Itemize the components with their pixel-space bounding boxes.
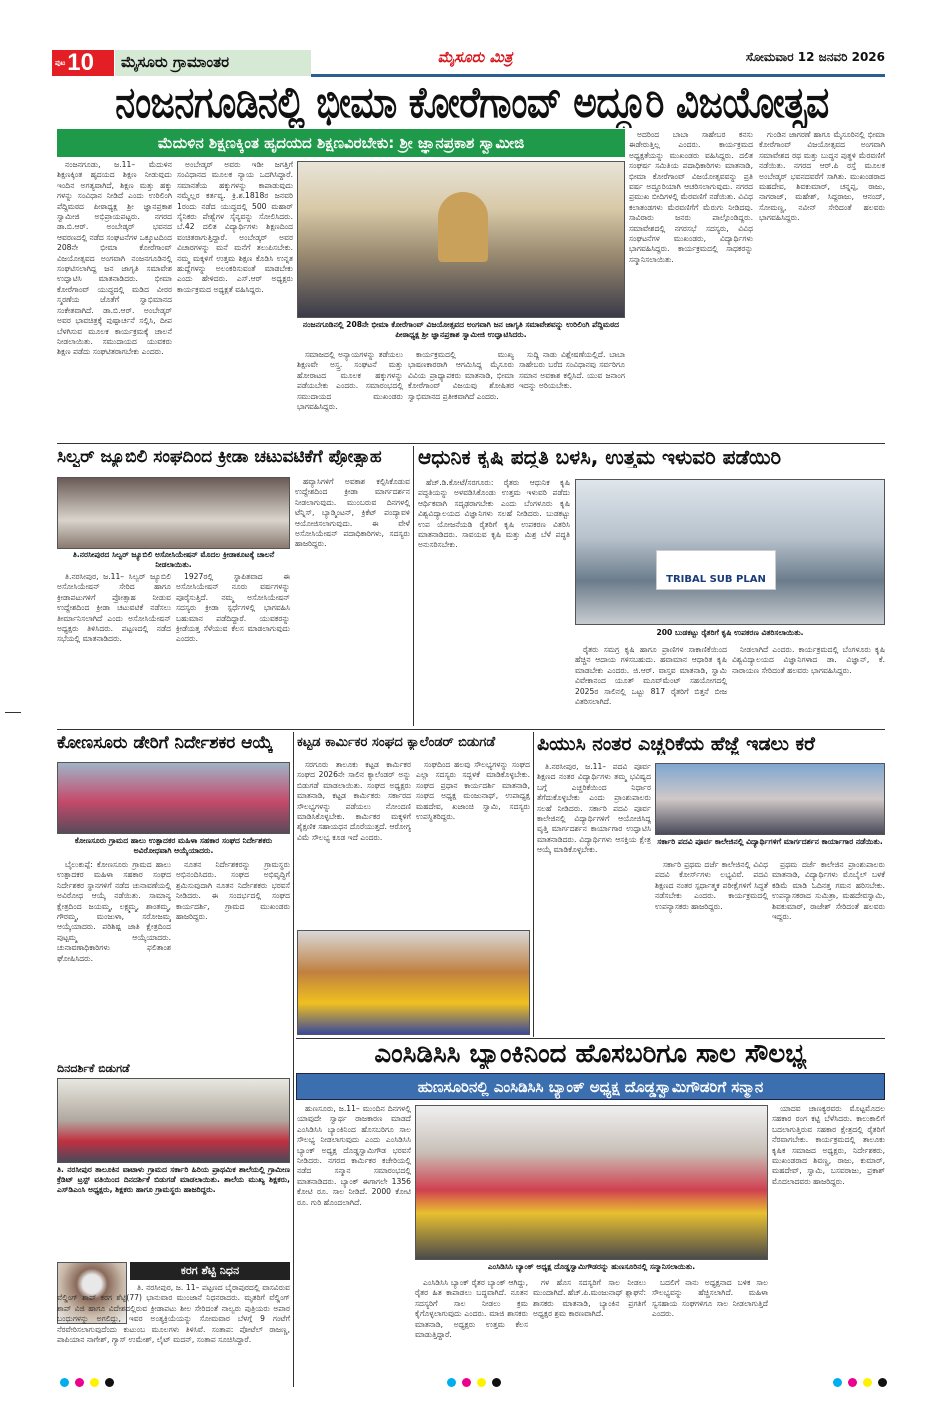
obituary-headline: ಕರಗ ಶೆಟ್ಟಿ ನಿಧನ xyxy=(130,1262,290,1280)
puc-caption: ಸರ್ಕಾರಿ ಪದವಿ ಪೂರ್ವ ಕಾಲೇಜಿನಲ್ಲಿ ವಿದ್ಯಾರ್ಥಿಗಳಿಗೆ ಮಾರ್ಗದರ್ಶನ ಕಾರ್ಯಾಗಾರ ನಡೆಯಿತು. xyxy=(657,837,883,846)
agri-headline: ಆಧುನಿಕ ಕೃಷಿ ಪದ್ಧತಿ ಬಳಸಿ, ಉತ್ತಮ ಇಳುವರಿ ಪಡೆಯಿರಿ xyxy=(418,446,782,468)
bank-col-5: ಯಾದವ ಚಾಣಕ್ಯರವರು ಮೊಟ್ಟಮೊದಲ ಸಹಕಾರ ರಂಗ ಕಟ್ಟಿ ಬೆಳೆಸಿದರು. ಕಾಲುಕಾಲಿಗೆ ಬದಲಾಗುತ್ತಿರುವ ಸಹಕಾರ ಕ್ಷೇತ್ರದಲ್ಲಿ ರೈತರಿಗೆ ನೆರವಾಗಬೇಕು. ಕಾರ್ಯಕ್ರಮದಲ್ಲಿ ತಾಲೂಕು ಕೃಷಿಕ ಸಮಾಜದ ಅಧ್ಯಕ್ಷರು, ನಿರ್ದೇಶಕರು, ಮುಖಂಡರಾದ ಶಿವಣ್ಣ, ರಾಜು, ಕುಮಾರ್, ಮಹದೇವ್, ಸ್ವಾಮಿ, ಬಸವರಾಜು, ಪ್ರಕಾಶ್ ಮೊದಲಾದವರು ಹಾಜರಿದ್ದರು. xyxy=(772,1104,885,1186)
puc-headline: ಪಿಯುಸಿ ನಂತರ ಎಚ್ಚರಿಕೆಯ ಹೆಜ್ಜೆ ಇಡಲು ಕರೆ xyxy=(537,734,815,755)
silver-photo xyxy=(57,477,290,549)
page-label: ಪುಟ xyxy=(55,58,66,67)
lead-caption: ನಂಜನಗೂಡಿನಲ್ಲಿ 208ನೇ ಭೀಮಾ ಕೋರೆಗಾಂವ್ ವಿಜಯೋತ್ಸವದ ಅಂಗವಾಗಿ ಜನ ಜಾಗೃತಿ ಸಮಾವೇಶವನ್ನು ಉರಿಲಿಂಗಿ ಪೆದ್ದಿಮಠದ ಪೀಠಾಧ್ಯಕ್ಷ ಶ್ರೀ ಜ್ಞಾನಪ್ರಕಾಶ ಸ್ವಾಮೀಜಿ ಉದ್ಘಾಟಿಸಿದರು. xyxy=(302,320,620,339)
silver-col-3: ಹವ್ಯಾಸಿಗಳಿಗೆ ಅವಕಾಶ ಕಲ್ಪಿಸಿಕೊಡುವ ಉದ್ದೇಶದಿಂದ ಕ್ರೀಡಾ ಮಾರ್ಗದರ್ಶನ ನೀಡಲಾಗುವುದು. ಮುಂಬರುವ ದಿನಗಳಲ್ಲಿ ಟೆನ್ನಿಸ್, ಬ್ಯಾಡ್ಮಿಂಟನ್, ಕ್ರಿಕೆಟ್ ಪಂದ್ಯಾವಳಿ ಆಯೋಜಿಸಲಾಗುವುದು. ಈ ವೇಳೆ ಅಸೋಸಿಯೇಷನ್ ಪದಾಧಿಕಾರಿಗಳು, ಸದಸ್ಯರು ಹಾಜರಿದ್ದರು. xyxy=(295,477,410,549)
lead-col-5: ಸುದ್ದಿ ನಾಡು ವಿಶ್ಲೇಷಣೆಯಲ್ಲಿದೆ. ಬಾಬಾ ಸಾಹೇಬರು ಬರೆದ ಸಂವಿಧಾನವು ಸರ್ವರಿಗೂ ಸಮಾನ ಅವಕಾಶ ಕಲ್ಪಿಸಿದೆ. ಯುವ ಜನಾಂಗ ಇದನ್ನು ಅರಿಯಬೇಕು. xyxy=(519,350,625,391)
page-number-badge xyxy=(52,50,114,76)
calendar-release-headline: ದಿನದರ್ಶಿಕೆ ಬಿಡುಗಡೆ xyxy=(57,1063,130,1075)
dairy-caption: ಕೋಣಸೂರು ಗ್ರಾಮದ ಹಾಲು ಉತ್ಪಾದಕರ ಮಹಿಳಾ ಸಹಕಾರ ಸಂಘದ ನಿರ್ದೇಶಕರು ಅವಿರೋಧವಾಗಿ ಆಯ್ಕೆಯಾದರು. xyxy=(74,836,273,855)
puc-col-2: ಸರ್ಕಾರಿ ಪ್ರಥಮ ದರ್ಜೆ ಕಾಲೇಜಿನಲ್ಲಿ ವಿವಿಧ ಪದವಿ ಕೋರ್ಸ್‌ಗಳು ಲಭ್ಯವಿವೆ. ಪದವಿ ಶಿಕ್ಷಣದ ನಂತರ ಸ್ಪರ್ಧಾತ್ಮಕ ಪರೀಕ್ಷೆಗಳಿಗೆ ಸಿದ್ಧತೆ ನಡೆಸಬೇಕು ಎಂದರು. ಕಾರ್ಯಕ್ರಮದಲ್ಲಿ ಉಪನ್ಯಾಸಕರು ಹಾಜರಿದ್ದರು. xyxy=(655,860,768,911)
bank-subhead: ಹುಣಸೂರಿನಲ್ಲಿ ಎಂಸಿಡಿಸಿಸಿ ಬ್ಯಾಂಕ್ ಅಧ್ಯಕ್ಷ ದೊಡ್ಡಸ್ವಾಮಿಗೌಡರಿಗೆ ಸನ್ಮಾನ xyxy=(296,1073,885,1100)
lead-col-4: ಕಾರ್ಯಕ್ರಮದಲ್ಲಿ ಮುಖ್ಯ ಭಾಷಣಕಾರರಾಗಿ ಆಗಮಿಸಿದ್ದ ಮೈಸೂರು ವಿವಿಯ ಪ್ರಾಧ್ಯಾಪಕರು ಮಾತನಾಡಿ, ಭೀಮಾ ಕೋರೆಗಾಂವ್ ವಿಜಯವು ಶೋಷಿತರ ಸ್ವಾಭಿಮಾನದ ಪ್ರತೀಕವಾಗಿದೆ ಎಂದರು. xyxy=(408,350,514,401)
dairy-col-1: ಬೈಲುಕುಪ್ಪೆ: ಕೋಣಸೂರು ಗ್ರಾಮದ ಹಾಲು ಉತ್ಪಾದಕರ ಮಹಿಳಾ ಸಹಕಾರ ಸಂಘದ ನಿರ್ದೇಶಕರ ಸ್ಥಾನಗಳಿಗೆ ನಡೆದ ಚುನಾವಣೆಯಲ್ಲಿ ಅವಿರೋಧ ಆಯ್ಕೆ ನಡೆಯಿತು. ಸಾಮಾನ್ಯ ಕ್ಷೇತ್ರದಿಂದ ಜಯಮ್ಮ, ಲಕ್ಷ್ಮಮ್ಮ, ಶಾಂತಮ್ಮ, ಗೌರಮ್ಮ, ಮಂಜುಳಾ, ಸರೋಜಮ್ಮ ಆಯ್ಕೆಯಾದರು. ಪರಿಶಿಷ್ಟ ಜಾತಿ ಕ್ಷೇತ್ರದಿಂದ ಪುಟ್ಟಮ್ಮ ಆಯ್ಕೆಯಾದರು. ಚುನಾವಣಾಧಿಕಾರಿಗಳು ಫಲಿತಾಂಶ ಘೋಷಿಸಿದರು. xyxy=(57,860,171,963)
agri-caption: 200 ಬುಡಕಟ್ಟು ರೈತರಿಗೆ ಕೃಷಿ ಉಪಕರಣ ವಿತರಿಸಲಾಯಿತು. xyxy=(656,628,804,637)
statue-shape xyxy=(438,192,488,262)
bank-col-4: ಬದಲಿಗೆ ನಾನು ಅಧ್ಯಕ್ಷನಾದ ಬಳಿಕ ಸಾಲ ಸೌಲಭ್ಯವನ್ನು ಹೆಚ್ಚಿಸಲಾಗಿದೆ. ಮಹಿಳಾ ಸ್ವಸಹಾಯ ಸಂಘಗಳಿಗೂ ಸಾಲ ನೀಡಲಾಗುತ್ತಿದೆ ಎಂದರು. xyxy=(652,1278,768,1319)
agri-photo xyxy=(575,479,885,625)
header-rule xyxy=(311,74,885,77)
crop-mark xyxy=(5,712,21,713)
divider xyxy=(533,732,534,1037)
calendar-col-2: ಸಂಘದಿಂದ ಹಲವು ಸೌಲಭ್ಯಗಳನ್ನು ಸಂಘದ ಎಲ್ಲಾ ಸದಸ್ಯರು ಸದ್ಬಳಕೆ ಮಾಡಿಕೊಳ್ಳಬೇಕು. ಸಂಘದ ಪ್ರಧಾನ ಕಾರ್ಯದರ್ಶಿ ಮಾತನಾಡಿ, ಸಂಘದ ಅಧ್ಯಕ್ಷ ಮಂಜುನಾಥ್, ಉಪಾಧ್ಯಕ್ಷ ಮಹದೇವ, ಖಜಾಂಚಿ ಸ್ವಾಮಿ, ಸದಸ್ಯರು ಉಪಸ್ಥಿತರಿದ್ದರು. xyxy=(416,760,530,822)
lead-photo xyxy=(297,161,625,318)
lead-headline: ನಂಜನಗೂಡಿನಲ್ಲಿ ಭೀಮಾ ಕೋರೆಗಾಂವ್ ಅದ್ದೂರಿ ವಿಜಯೋತ್ಸವ xyxy=(115,80,829,128)
dairy-photo xyxy=(57,762,290,834)
divider xyxy=(296,1038,885,1039)
silver-col-1: ತಿ.ನರಸೀಪುರ, ಜ.11– ಸಿಲ್ವರ್ ಜ್ಯೂಬಿಲಿ ಅಸೋಸಿಯೇಷನ್ ಸೇರಿದ ಹಾಗೂ ಕ್ರೀಡಾಪಟುಗಳಿಗೆ ಪ್ರೋತ್ಸಾಹ ನೀಡುವ ಉದ್ದೇಶದಿಂದ ಕ್ರೀಡಾ ಚಟುವಟಿಕೆ ನಡೆಸಲು ತೀರ್ಮಾನಿಸಲಾಗಿದೆ ಎಂದು ಅಸೋಸಿಯೇಷನ್ ಅಧ್ಯಕ್ಷರು ತಿಳಿಸಿದರು. ಪಟ್ಟಣದಲ್ಲಿ ನಡೆದ ಸಭೆಯಲ್ಲಿ ಮಾತನಾಡಿದರು. xyxy=(57,572,171,644)
obituary-text: ತಿ. ನರಸೀಪುರ, ಜ. 11– ಪಟ್ಟಣದ ಬೈರಾಪುರದಲ್ಲಿ ವಾಸವಿರುವ ವೆಲ್ಡಿಂಗ್ ಶಾಪ್ ಕರಗ ಶೆಟ್ಟಿ(77) ಭಾನುವಾರ ಮುಂಜಾನೆ ನಿಧನರಾದರು. ಮೃತರಿಗೆ ವೆಲ್ಡಿಂಗ್ ಶಾಪ್ ವಿಜಿ ಹಾಗೂ ವಿದೇಶದಲ್ಲಿರುವ ಕ್ರೀಡಾಪಟು ಶೀಲ ಸೇರಿದಂತೆ ನಾಲ್ವರು ಪುತ್ರಿಯರು ಅಪಾರ ಬಂಧುಗಳನ್ನು ಅಗಲಿದ್ದು, ಇವರ ಅಂತ್ಯಕ್ರಿಯೆಯನ್ನು ಸೋಮವಾರ ಬೆಳಗ್ಗೆ 9 ಗಂಟೆಗೆ ನೆರವೇರಿಸಲಾಗುವುದೆಂದು ಕುಟುಂಬ ಮೂಲಗಳು ತಿಳಿಸಿವೆ. ಸಂತಾಪ: ಪೋಟೆಲ್ ರಾಜಣ್ಣ, ಪಾಪಿಯಾನ ನಾಗೇಶ್, ಗ್ಯಾಸ್ ಉಮೇಶ್, ಲೈಟ್ ಮದನ್, ಸಂತಾಪ ಸೂಚಿಸಿದ್ದಾರೆ. xyxy=(57,1283,290,1345)
divider xyxy=(57,729,885,730)
bank-headline: ಎಂಸಿಡಿಸಿಸಿ ಬ್ಯಾಂಕಿನಿಂದ ಹೊಸಬರಿಗೂ ಸಾಲ ಸೌಲಭ್ಯ xyxy=(374,1040,807,1069)
agri-col-2: ರೈತರು ಸಮಗ್ರ ಕೃಷಿ ಹಾಗೂ ಪ್ರಾಣಿಗಳ ಸಾಕಾಣಿಕೆಯಿಂದ ಹೆಚ್ಚಿನ ಆದಾಯ ಗಳಿಸಬಹುದು. ಹವಾಮಾನ ಆಧಾರಿತ ಕೃಷಿ ಮಾಡಬೇಕು ಎಂದರು. ಜಿ.ಆರ್. ವಾಸ್ತವ ಮಾತನಾಡಿ, ಸ್ವಾಮಿ ವಿವೇಕಾನಂದ ಯೂತ್ ಮೂವ್‌ಮೆಂಟ್ ಸಹಯೋಗದಲ್ಲಿ 2025ರ ಸಾಲಿನಲ್ಲಿ ಒಟ್ಟು 817 ರೈತರಿಗೆ ಬಿತ್ತನೆ ಬೀಜ ವಿತರಿಸಲಾಗಿದೆ. xyxy=(575,645,727,707)
puc-col-3: ಪ್ರಥಮ ದರ್ಜೆ ಕಾಲೇಜಿನ ಪ್ರಾಂಶುಪಾಲರು ಮಾತನಾಡಿ, ವಿದ್ಯಾರ್ಥಿಗಳು ಮೊಬೈಲ್ ಬಳಕೆ ಕಡಿಮೆ ಮಾಡಿ ಓದಿನತ್ತ ಗಮನ ಹರಿಸಬೇಕು. ಉಪನ್ಯಾಸಕರಾದ ಸುಮಿತ್ರಾ, ಮಹದೇವಸ್ವಾಮಿ, ಶಿವಕುಮಾರ್, ರಾಜೇಶ್ ಸೇರಿದಂತೆ ಹಲವರು ಇದ್ದರು. xyxy=(772,860,885,922)
silver-caption: ತಿ.ನರಸೀಪುರದ ಸಿಲ್ವರ್ ಜ್ಯೂಬಿಲಿ ಅಸೋಸಿಯೇಷನ್ ಮೊದಲ ಕ್ರೀಡಾಕೂಟಕ್ಕೆ ಚಾಲನೆ ನೀಡಲಾಯಿತು. xyxy=(72,550,275,569)
registration-dots-center xyxy=(447,1378,501,1387)
silver-col-2: 1927ರಲ್ಲಿ ಸ್ಥಾಪಿತವಾದ ಈ ಅಸೋಸಿಯೇಷನ್ ನೂರು ವರ್ಷಗಳನ್ನು ಪೂರೈಸುತ್ತಿದೆ. ನಮ್ಮ ಅಸೋಸಿಯೇಷನ್ ಸದಸ್ಯರು ಕ್ರೀಡಾ ಸ್ಪರ್ಧೆಗಳಲ್ಲಿ ಭಾಗವಹಿಸಿ ಬಹುಮಾನ ಪಡೆದಿದ್ದಾರೆ. ಯುವಕರನ್ನು ಕ್ರೀಡೆಯತ್ತ ಸೆಳೆಯುವ ಕೆಲಸ ಮಾಡಲಾಗುವುದು ಎಂದರು. xyxy=(176,572,290,644)
issue-date: ಸೋಮವಾರ 12 ಜನವರಿ 2026 xyxy=(745,50,885,64)
silver-headline: ಸಿಲ್ವರ್ ಜ್ಯೂಬಿಲಿ ಸಂಘದಿಂದ ಕ್ರೀಡಾ ಚಟುವಟಿಕೆಗೆ ಪ್ರೋತ್ಸಾಹ xyxy=(57,448,382,467)
lead-col-7: ಗುಂಡಿನ ಜಾಗರಣೆ ಹಾಗೂ ಮೈಸೂರಿನಲ್ಲಿ ಭೀಮಾ ಕೋರೆಗಾಂವ್ ವಿಜಯೋತ್ಸವದ ಅಂಗವಾಗಿ ಸಮಾವೇಶದ ರಥ ಮತ್ತು ಬುದ್ಧನ ಪುತ್ಥಳಿ ಮೆರವಣಿಗೆ ನಡೆಯಿತು. ನಗರದ ಆರ್.ಪಿ ರಸ್ತೆ ಮೂಲಕ ಅಂಬೇಡ್ಕರ್ ಭವನದವರೆಗೆ ಸಾಗಿತು. ಮುಖಂಡರಾದ ಮಹದೇವ, ಶಿವಕುಮಾರ್, ಚನ್ನಪ್ಪ, ರಾಜು, ನಾಗರಾಜ್, ಮಹೇಶ್, ಸಿದ್ದರಾಜು, ಆನಂದ್, ಸೋಮಣ್ಣ, ನವೀನ್ ಸೇರಿದಂತೆ ಹಲವರು ಭಾಗವಹಿಸಿದ್ದರು. xyxy=(759,130,885,223)
calendar-release-photo xyxy=(57,1078,290,1163)
divider xyxy=(413,446,414,726)
calendar-photo xyxy=(297,930,530,1035)
lead-col-1: ನಂಜನಗೂಡು, ಜ.11– ಮೆದುಳಿನ ಶಿಕ್ಷಣಕ್ಕಿಂತ ಹೃದಯದ ಶಿಕ್ಷಣ ನೀಡುವುದು ಇಂದಿನ ಅಗತ್ಯವಾಗಿದೆ, ಶಿಕ್ಷಣ ಮತ್ತು ಹಕ್ಕು ಗಳನ್ನು ಸಂವಿಧಾನ ನೀಡಿದೆ ಎಂದು ಉರಿಲಿಂಗಿ ಪೆದ್ದಿಮಠದ ಪೀಠಾಧ್ಯಕ್ಷ ಶ್ರೀ ಜ್ಞಾನಪ್ರಕಾಶ ಸ್ವಾಮೀಜಿ ಅಭಿಪ್ರಾಯಪಟ್ಟರು. ನಗರದ ಡಾ.ಬಿ.ಆರ್. ಅಂಬೇಡ್ಕರ್ ಭವನದ ಆವರಣದಲ್ಲಿ ನಡೆದ ಸಂಘಟನೆಗಳ ಒಕ್ಕೂಟದಿಂದ 208ನೇ ಭೀಮಾ ಕೋರೆಗಾಂವ್ ವಿಜಯೋತ್ಸವದ ಅಂಗವಾಗಿ ನಂಜನಗೂಡಿನಲ್ಲಿ ಸಂಘಟಿಸಲಾಗಿದ್ದ ಜನ ಜಾಗೃತಿ ಸಮಾವೇಶ ಉದ್ಘಾಟಿಸಿ ಮಾತನಾಡಿದರು. ಭೀಮಾ ಕೋರೆಗಾಂವ್ ಯುದ್ಧದಲ್ಲಿ ಮಡಿದ ವೀರರ ಸ್ಮರಣೆಯ ಜೊತೆಗೆ ಸ್ವಾಭಿಮಾನದ ಸಂಕೇತವಾಗಿದೆ. ಡಾ.ಬಿ.ಆರ್. ಅಂಬೇಡ್ಕರ್ ಅವರ ಭಾವಚಿತ್ರಕ್ಕೆ ಪುಷ್ಪಾರ್ಚನೆ ಸಲ್ಲಿಸಿ, ದೀಪ ಬೆಳಗಿಸುವ ಮೂಲಕ ಕಾರ್ಯಕ್ರಮಕ್ಕೆ ಚಾಲನೆ ನೀಡಲಾಯಿತು. ಸಮುದಾಯದ ಯುವಕರು ಶಿಕ್ಷಣ ಪಡೆದು ಸಂಘಟಿತರಾಗಬೇಕು ಎಂದರು. xyxy=(57,160,172,357)
bank-col-2: ಎಂಸಿಡಿಸಿಸಿ ಬ್ಯಾಂಕ್ ರೈತರ ಬ್ಯಾಂಕ್ ಆಗಿದ್ದು, ರೈತರ ಹಿತ ಕಾಪಾಡಲು ಬದ್ಧವಾಗಿದೆ. ನೂತನ ಸದಸ್ಯರಿಗೆ ಸಾಲ ನೀಡಲು ಕ್ರಮ ಕೈಗೊಳ್ಳಲಾಗುವುದು ಎಂದರು. ಮಾಜಿ ಶಾಸಕರು ಮಾತನಾಡಿ, ಅಧ್ಯಕ್ಷರು ಉತ್ತಮ ಕೆಲಸ ಮಾಡುತ್ತಿದ್ದಾರೆ. xyxy=(415,1278,528,1340)
lead-col-2: ಅಂಬೇಡ್ಕರ್ ಅವರು ಇಡೀ ಜಗತ್ತಿಗೆ ಸಂವಿಧಾನದ ಮೂಲಕ ನ್ಯಾಯ ಒದಗಿಸಿದ್ದಾರೆ. ಸಮಾನತೆಯ ಹಕ್ಕುಗಳನ್ನು ಕಾಪಾಡುವುದು ನಮ್ಮೆಲ್ಲರ ಕರ್ತವ್ಯ. ಕ್ರಿ.ಶ.1818ರ ಜನವರಿ 1ರಂದು ನಡೆದ ಯುದ್ಧದಲ್ಲಿ 500 ಮಹಾರ್ ಸೈನಿಕರು ಪೇಶ್ವೆಗಳ ಸೈನ್ಯವನ್ನು ಸೋಲಿಸಿದರು. ಬೆ.42 ದಲಿತ ವಿದ್ಯಾರ್ಥಿಗಳು ಶಿಕ್ಷಣದಿಂದ ವಂಚಿತರಾಗುತ್ತಿದ್ದಾರೆ. ಅಂಬೇಡ್ಕರ್ ಅವರ ವಿಚಾರಗಳನ್ನು ಮನೆ ಮನೆಗೆ ತಲುಪಿಸಬೇಕು. ನಮ್ಮ ಮಕ್ಕಳಿಗೆ ಉತ್ತಮ ಶಿಕ್ಷಣ ಕೊಡಿಸಿ ಉನ್ನತ ಹುದ್ದೆಗಳನ್ನು ಅಲಂಕರಿಸುವಂತೆ ಮಾಡಬೇಕು ಎಂದು ಹೇಳಿದರು. ಎಸ್.ಆರ್ ಅಧ್ಯಕ್ಷರು ಕಾರ್ಯಕ್ರಮದ ಅಧ್ಯಕ್ಷತೆ ವಹಿಸಿದ್ದರು. xyxy=(177,160,293,294)
lead-col-3: ಸಮಾಜದಲ್ಲಿ ಅನ್ಯಾಯಗಳನ್ನು ತಡೆಯಲು ಶಿಕ್ಷಣವೇ ಅಸ್ತ್ರ. ಸಂಘಟನೆ ಮತ್ತು ಹೋರಾಟದ ಮೂಲಕ ಹಕ್ಕುಗಳನ್ನು ಪಡೆಯಬೇಕು ಎಂದರು. ಸಮಾರಂಭದಲ್ಲಿ ಸಮುದಾಯದ ಮುಖಂಡರು ಭಾಗವಹಿಸಿದ್ದರು. xyxy=(297,350,403,412)
calendar-col-1: ಸರಗೂರು ತಾಲೂಕು ಕಟ್ಟಡ ಕಾರ್ಮಿಕರ ಸಂಘದ 2026ನೇ ಸಾಲಿನ ಕ್ಯಾಲೆಂಡರ್ ಅನ್ನು ಬಿಡುಗಡೆ ಮಾಡಲಾಯಿತು. ಸಂಘದ ಅಧ್ಯಕ್ಷರು ಮಾತನಾಡಿ, ಕಟ್ಟಡ ಕಾರ್ಮಿಕರು ಸರ್ಕಾರದ ಸೌಲಭ್ಯಗಳನ್ನು ಪಡೆಯಲು ನೋಂದಣಿ ಮಾಡಿಸಿಕೊಳ್ಳಬೇಕು. ಕಾರ್ಮಿಕರ ಮಕ್ಕಳಿಗೆ ಶೈಕ್ಷಣಿಕ ಸಹಾಯಧನ ದೊರೆಯುತ್ತದೆ. ಆರೋಗ್ಯ ವಿಮೆ ಸೌಲಭ್ಯ ಕೂಡ ಇದೆ ಎಂದರು. xyxy=(297,760,411,842)
calendar-headline: ಕಟ್ಟಡ ಕಾರ್ಮಿಕರ ಸಂಘದ ಕ್ಯಾಲೆಂಡರ್ ಬಿಡುಗಡೆ xyxy=(297,736,496,750)
bank-col-3: ಗಳ ಹೊಸ ಸದಸ್ಯರಿಗೆ ಸಾಲ ನೀಡಲು ಮುಂದಾಗಿದೆ. ಹೆಚ್.ಪಿ.ಮಂಜುನಾಥ್ ಶ್ಲಾಘನೆ: ಶಾಸಕರು ಮಾತನಾಡಿ, ಬ್ಯಾಂಕಿನ ಪ್ರಗತಿಗೆ ಅಧ್ಯಕ್ಷರ ಶ್ರಮ ಕಾರಣವಾಗಿದೆ. xyxy=(533,1278,646,1319)
section-title: ಮೈಸೂರು ಗ್ರಾಮಾಂತರ xyxy=(115,50,311,76)
bank-caption: ಎಂಸಿಡಿಸಿಸಿ ಬ್ಯಾಂಕ್ ಅಧ್ಯಕ್ಷ ದೊಡ್ಡಸ್ವಾಮಿಗೌಡರನ್ನು ಹುಣಸೂರಿನಲ್ಲಿ ಸನ್ಮಾನಿಸಲಾಯಿತು. xyxy=(487,1262,696,1271)
registration-dots-right xyxy=(833,1378,887,1387)
page-number: 10 xyxy=(67,49,94,76)
puc-photo xyxy=(655,763,885,835)
registration-dots-left xyxy=(60,1378,114,1387)
bank-col-1: ಹುಣಸೂರು, ಜ.11– ಮುಂದಿನ ದಿನಗಳಲ್ಲಿ ಯಾವುದೇ ಸ್ವಾರ್ಥ ರಾಜಕಾರಣ ಮಾಡದೆ ಎಂಸಿಡಿಸಿಸಿ ಬ್ಯಾಂಕಿನಿಂದ ಹೊಸಬರಿಗೂ ಸಾಲ ಸೌಲಭ್ಯ ನೀಡಲಾಗುವುದು ಎಂದು ಎಂಸಿಡಿಸಿಸಿ ಬ್ಯಾಂಕ್ ಅಧ್ಯಕ್ಷ ದೊಡ್ಡಸ್ವಾಮಿಗೌಡ ಭರವಸೆ ನೀಡಿದರು. ನಗರದ ಕಾರ್ಮಿಕರ ಕಚೇರಿಯಲ್ಲಿ ನಡೆದ ಸನ್ಮಾನ ಸಮಾರಂಭದಲ್ಲಿ ಮಾತನಾಡಿದರು. ಬ್ಯಾಂಕ್ ಈಗಾಗಲೇ 1356 ಕೋಟಿ ರೂ. ಸಾಲ ನೀಡಿದೆ. 2000 ಕೋಟಿ ರೂ. ಗುರಿ ಹೊಂದಲಾಗಿದೆ. xyxy=(297,1104,411,1207)
lead-col-6: ಅದರಿಂದ ಬಾಬಾ ಸಾಹೇಬರ ಕನಸು ಈಡೇರುತ್ತಿಲ್ಲ ಎಂದರು. ಕಾರ್ಯಕ್ರಮದ ಅಧ್ಯಕ್ಷತೆಯನ್ನು ಮುಖಂಡರು ವಹಿಸಿದ್ದರು. ದಲಿತ ಸಂಘರ್ಷ ಸಮಿತಿಯ ಪದಾಧಿಕಾರಿಗಳು ಮಾತನಾಡಿ, ಭೀಮಾ ಕೋರೆಗಾಂವ್ ವಿಜಯೋತ್ಸವವನ್ನು ಪ್ರತಿ ವರ್ಷ ಅದ್ದೂರಿಯಾಗಿ ಆಚರಿಸಲಾಗುವುದು. ನಗರದ ಪ್ರಮುಖ ಬೀದಿಗಳಲ್ಲಿ ಮೆರವಣಿಗೆ ನಡೆಯಿತು. ವಿವಿಧ ಕಲಾತಂಡಗಳು ಮೆರವಣಿಗೆಗೆ ಮೆರುಗು ನೀಡಿದವು. ಸಾವಿರಾರು ಜನರು ಪಾಲ್ಗೊಂಡಿದ್ದರು. ಸಮಾವೇಶದಲ್ಲಿ ನಗರಸಭೆ ಸದಸ್ಯರು, ವಿವಿಧ ಸಂಘಟನೆಗಳ ಮುಖಂಡರು, ವಿದ್ಯಾರ್ಥಿಗಳು ಭಾಗವಹಿಸಿದ್ದರು. ಕಾರ್ಯಕ್ರಮದಲ್ಲಿ ಸಾಧಕರನ್ನು ಸನ್ಮಾನಿಸಲಾಯಿತು. xyxy=(629,130,753,264)
divider xyxy=(293,732,294,1387)
divider xyxy=(57,443,885,444)
agri-col-3: ನೀಡಲಾಗಿದೆ ಎಂದರು. ಕಾರ್ಯಕ್ರಮದಲ್ಲಿ ಬೆಂಗಳೂರು ಕೃಷಿ ವಿಶ್ವವಿದ್ಯಾಲಯದ ವಿಜ್ಞಾನಿಗಳಾದ ಡಾ. ವಿಜ್ಞಾನ್, ಕೆ. ನಾರಾಯಣ ಸೇರಿದಂತೆ ಹಲವರು ಭಾಗವಹಿಸಿದ್ದರು. xyxy=(732,645,885,675)
puc-col-1: ತಿ.ನರಸೀಪುರ, ಜ.11– ಪದವಿ ಪೂರ್ವ ಶಿಕ್ಷಣದ ನಂತರ ವಿದ್ಯಾರ್ಥಿಗಳು ತಮ್ಮ ಭವಿಷ್ಯದ ಬಗ್ಗೆ ಎಚ್ಚರಿಕೆಯಿಂದ ನಿರ್ಧಾರ ತೆಗೆದುಕೊಳ್ಳಬೇಕು ಎಂದು ಪ್ರಾಂಶುಪಾಲರು ಸಲಹೆ ನೀಡಿದರು. ಸರ್ಕಾರಿ ಪದವಿ ಪೂರ್ವ ಕಾಲೇಜಿನಲ್ಲಿ ವಿದ್ಯಾರ್ಥಿಗಳಿಗೆ ಆಯೋಜಿಸಿದ್ದ ವೃತ್ತಿ ಮಾರ್ಗದರ್ಶನ ಕಾರ್ಯಾಗಾರ ಉದ್ಘಾಟಿಸಿ ಮಾತನಾಡಿದರು. ವಿದ್ಯಾರ್ಥಿಗಳು ಆಸಕ್ತಿಯ ಕ್ಷೇತ್ರ ಆಯ್ಕೆ ಮಾಡಿಕೊಳ್ಳಬೇಕು. xyxy=(537,762,651,855)
dairy-col-2: ನೂತನ ನಿರ್ದೇಶಕರನ್ನು ಗ್ರಾಮಸ್ಥರು ಅಭಿನಂದಿಸಿದರು. ಸಂಘದ ಅಭಿವೃದ್ಧಿಗೆ ಶ್ರಮಿಸುವುದಾಗಿ ನೂತನ ನಿರ್ದೇಶಕರು ಭರವಸೆ ನೀಡಿದರು. ಈ ಸಂದರ್ಭದಲ್ಲಿ ಸಂಘದ ಕಾರ್ಯದರ್ಶಿ, ಗ್ರಾಮದ ಮುಖಂಡರು ಹಾಜರಿದ್ದರು. xyxy=(176,860,290,922)
bank-photo xyxy=(415,1105,768,1260)
dairy-headline: ಕೋಣಸೂರು ಡೇರಿಗೆ ನಿರ್ದೇಶಕರ ಆಯ್ಕೆ xyxy=(57,734,273,753)
tribal-banner: TRIBAL SUB PLAN xyxy=(656,550,776,590)
calendar-release-caption: ತಿ. ನರಸೀಪುರ ತಾಲೂಕಿನ ವಾಟಾಳು ಗ್ರಾಮದ ಸರ್ಕಾರಿ ಹಿರಿಯ ಪ್ರಾಥಮಿಕ ಶಾಲೆಯಲ್ಲಿ ಗ್ರಾಮೀಣ ಕ್ರೆಡಿಟ್ ಟ್ರಸ್ಟ್ ವತಿಯಿಂದ ದಿನದರ್ಶಿಕೆ ಬಿಡುಗಡೆ ಮಾಡಲಾಯಿತು. ಶಾಲೆಯ ಮುಖ್ಯ ಶಿಕ್ಷಕರು, ಎಸ್‌ಡಿಎಂಸಿ ಅಧ್ಯಕ್ಷರು, ಶಿಕ್ಷಕರು ಹಾಗೂ ಗ್ರಾಮಸ್ಥರು ಹಾಜರಿದ್ದರು. xyxy=(57,1165,290,1194)
agri-col-1: ಹೆಚ್.ಡಿ.ಕೋಟೆ/ಸರಗೂರು: ರೈತರು ಆಧುನಿಕ ಕೃಷಿ ಪದ್ಧತಿಯನ್ನು ಅಳವಡಿಸಿಕೊಂಡು ಉತ್ತಮ ಇಳುವರಿ ಪಡೆದು ಆರ್ಥಿಕವಾಗಿ ಸದೃಢರಾಗಬೇಕು ಎಂದು ಬೆಂಗಳೂರು ಕೃಷಿ ವಿಶ್ವವಿದ್ಯಾಲಯದ ವಿಜ್ಞಾನಿಗಳು ಸಲಹೆ ನೀಡಿದರು. ಬುಡಕಟ್ಟು ಉಪ ಯೋಜನೆಯಡಿ ರೈತರಿಗೆ ಕೃಷಿ ಉಪಕರಣ ವಿತರಿಸಿ ಮಾತನಾಡಿದರು. ಸಾವಯವ ಕೃಷಿ ಮತ್ತು ಮಿಶ್ರ ಬೆಳೆ ಪದ್ಧತಿ ಅನುಸರಿಸಬೇಕು. xyxy=(418,478,570,550)
lead-subhead: ಮೆದುಳಿನ ಶಿಕ್ಷಣಕ್ಕಿಂತ ಹೃದಯದ ಶಿಕ್ಷಣವಿರಬೇಕು: ಶ್ರೀ ಜ್ಞಾನಪ್ರಕಾಶ ಸ್ವಾಮೀಜಿ xyxy=(57,129,625,157)
masthead-logo: ಮೈಸೂರು ಮಿತ್ರ xyxy=(437,48,513,66)
